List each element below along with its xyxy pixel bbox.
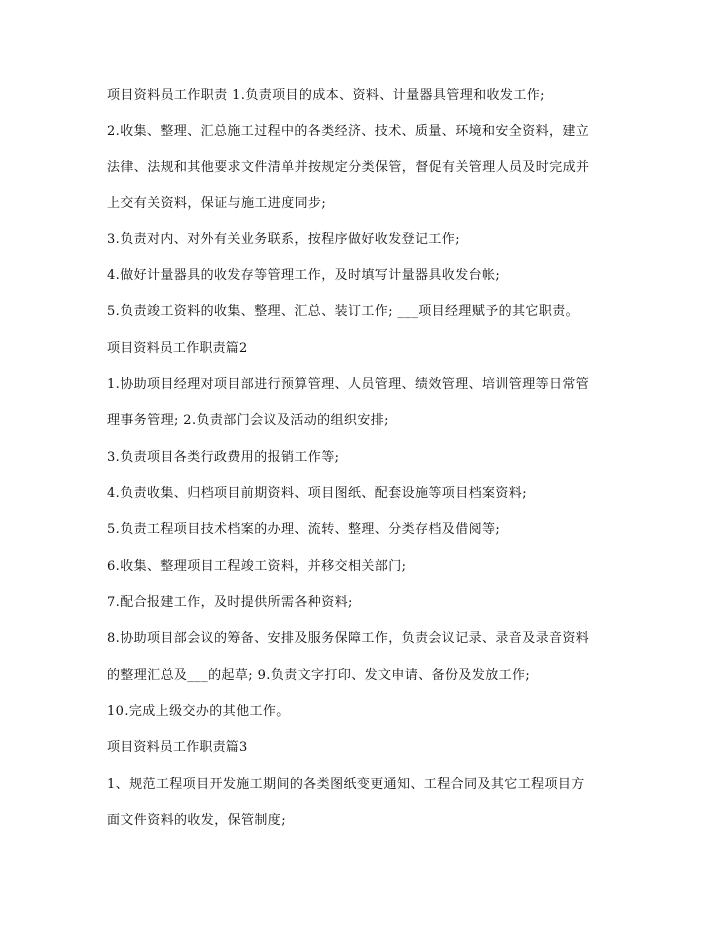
text-line: 的整理汇总及___的起草; 9.负责文字打印、发文申请、备份及发放工作; — [107, 668, 531, 683]
text-line: 1、规范工程项目开发施工期间的各类图纸变更通知、工程合同及其它工程项目方 — [107, 777, 585, 792]
text-line: 上交有关资料，保证与施工进度同步; — [107, 196, 327, 211]
section-heading: 项目资料员工作职责篇2 — [107, 341, 248, 356]
text-line: 6.收集、整理项目工程竣工资料，并移交相关部门; — [107, 559, 407, 574]
section-heading: 项目资料员工作职责篇3 — [107, 740, 248, 755]
text-line: 1.协助项目经理对项目部进行预算管理、人员管理、绩效管理、培训管理等日常管 — [107, 377, 590, 392]
text-line: 理事务管理; 2.负责部门会议及活动的组织安排; — [107, 413, 389, 428]
text-line: 10.完成上级交办的其他工作。 — [107, 704, 290, 719]
text-line: 4.负责收集、归档项目前期资料、项目图纸、配套设施等项目档案资料; — [107, 486, 527, 501]
text-line: 5.负责竣工资料的收集、整理、汇总、装订工作; ___项目经理赋予的其它职责。 — [107, 304, 580, 319]
text-line: 法律、法规和其他要求文件清单并按规定分类保管，督促有关管理人员及时完成并 — [107, 160, 590, 175]
text-line: 4.做好计量器具的收发存等管理工作，及时填写计量器具收发台帐; — [107, 268, 501, 283]
text-line: 3.负责对内、对外有关业务联系，按程序做好收发登记工作; — [107, 232, 460, 247]
text-line: 7.配合报建工作，及时提供所需各种资料; — [107, 595, 353, 610]
text-line: 面文件资料的收发，保管制度; — [107, 813, 286, 828]
text-line: 5.负责工程项目技术档案的办理、流转、整理、分类存档及借阅等; — [107, 522, 501, 537]
text-line: 3.负责项目各类行政费用的报销工作等; — [107, 450, 340, 465]
text-line: 2.收集、整理、汇总施工过程中的各类经济、技术、质量、环境和安全资料，建立 — [107, 124, 590, 139]
text-line: 项目资料员工作职责 1.负责项目的成本、资料、计量器具管理和收发工作; — [107, 88, 545, 103]
text-line: 8.协助项目部会议的筹备、安排及服务保障工作，负责会议记录、录音及录音资料 — [107, 631, 590, 646]
